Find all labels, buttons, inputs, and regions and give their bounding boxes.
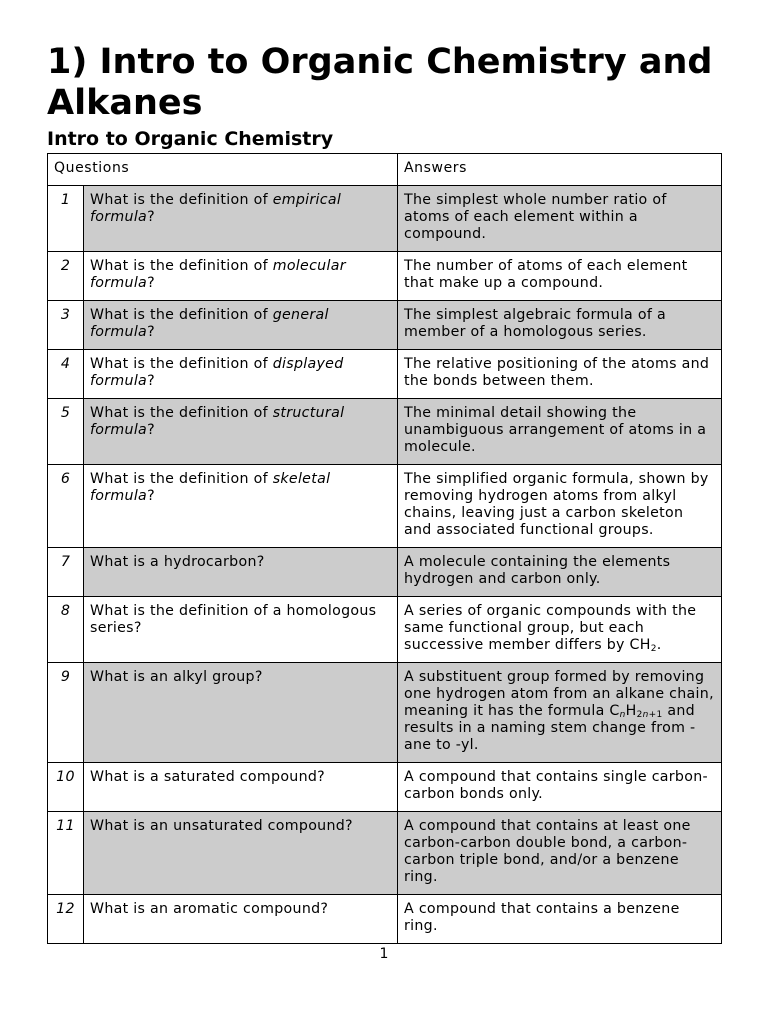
question-text: What is the definition of a homologous series? [90, 603, 377, 636]
table-row [48, 597, 722, 663]
answer-subscript: 2n+1 [636, 710, 663, 720]
answer-text: . [656, 637, 662, 653]
row-number: 12 [48, 895, 84, 944]
question-text: What is an unsaturated compound? [90, 818, 353, 834]
answer-text: A series of organic compounds with the same functional group, but each successive member differs by CH [404, 603, 697, 653]
row-number: 7 [48, 548, 84, 597]
question-suffix: ? [147, 422, 155, 438]
answer-text: A compound that contains a benzene ring. [404, 901, 680, 934]
question-suffix: ? [147, 488, 155, 504]
answer-cell [398, 812, 722, 895]
question-suffix: ? [147, 275, 155, 291]
table-row [48, 465, 722, 548]
table-row [48, 763, 722, 812]
answer-text: The number of atoms of each element that make up a compound. [404, 258, 688, 291]
question-cell [84, 399, 398, 465]
question-suffix: ? [147, 209, 155, 225]
answer-cell [398, 895, 722, 944]
table-row [48, 350, 722, 399]
question-text: What is a hydrocarbon? [90, 554, 265, 570]
questions-header: Questions [48, 154, 398, 186]
answer-subscript: 2 [650, 644, 657, 654]
question-suffix: ? [147, 373, 155, 389]
qa-table-body [48, 186, 722, 944]
row-number: 3 [48, 301, 84, 350]
question-text: What is a saturated compound? [90, 769, 326, 785]
row-number: 1 [48, 186, 84, 252]
qa-table [47, 153, 722, 944]
table-row [48, 548, 722, 597]
table-row [48, 663, 722, 763]
answer-text: The simplest algebraic formula of a member of a homologous series. [404, 307, 666, 340]
section-title: Intro to Organic Chemistry [47, 128, 334, 150]
answers-header: Answers [398, 154, 722, 186]
question-text: What is the definition of [90, 258, 273, 274]
answer-cell [398, 399, 722, 465]
table-row [48, 186, 722, 252]
question-text: What is the definition of [90, 405, 273, 421]
question-cell [84, 465, 398, 548]
page-number: 1 [379, 946, 389, 962]
table-row [48, 399, 722, 465]
answer-cell [398, 548, 722, 597]
table-row [48, 812, 722, 895]
row-number: 9 [48, 663, 84, 763]
row-number: 4 [48, 350, 84, 399]
answer-text: A molecule containing the elements hydrogen and carbon only. [404, 554, 671, 587]
answer-text: and results in a naming stem change from -ane to -yl. [404, 703, 696, 753]
answer-text: A substituent group formed by removing one hydrogen atom from an alkane chain, meaning it has the formula C [404, 669, 714, 719]
answer-cell [398, 186, 722, 252]
question-cell [84, 301, 398, 350]
question-term: structural formula [90, 405, 345, 438]
row-number: 2 [48, 252, 84, 301]
question-cell [84, 186, 398, 252]
question-text: What is the definition of [90, 471, 273, 487]
table-row [48, 301, 722, 350]
row-number: 8 [48, 597, 84, 663]
answer-text: A compound that contains at least one carbon-carbon double bond, a carbon-carbon triple bond, and/or a benzene ring. [404, 818, 691, 885]
question-cell [84, 548, 398, 597]
question-text: What is an aromatic compound? [90, 901, 329, 917]
question-term: empirical formula [90, 192, 342, 225]
answer-text: The simplest whole number ratio of atoms of each element within a compound. [404, 192, 667, 242]
row-number: 6 [48, 465, 84, 548]
question-cell [84, 895, 398, 944]
row-number: 11 [48, 812, 84, 895]
question-cell [84, 350, 398, 399]
question-text: What is an alkyl group? [90, 669, 263, 685]
answer-text: H [625, 703, 637, 719]
question-cell [84, 763, 398, 812]
table-header-row [48, 154, 722, 186]
answer-text: The relative positioning of the atoms and the bonds between them. [404, 356, 710, 389]
answer-cell [398, 763, 722, 812]
question-term: molecular formula [90, 258, 346, 291]
question-term: skeletal formula [90, 471, 331, 504]
page-title: 1) Intro to Organic Chemistry and Alkanes [47, 42, 713, 123]
answer-cell [398, 597, 722, 663]
document-page [47, 42, 721, 944]
question-text: What is the definition of [90, 192, 273, 208]
table-row [48, 252, 722, 301]
row-number: 5 [48, 399, 84, 465]
question-suffix: ? [147, 324, 155, 340]
question-cell [84, 812, 398, 895]
answer-cell [398, 350, 722, 399]
question-cell [84, 663, 398, 763]
answer-cell [398, 252, 722, 301]
question-term: displayed formula [90, 356, 344, 389]
question-text: What is the definition of [90, 356, 273, 372]
question-term: general formula [90, 307, 329, 340]
answer-cell [398, 663, 722, 763]
question-cell [84, 597, 398, 663]
answer-subscript: n [619, 710, 626, 720]
answer-text: The simplified organic formula, shown by removing hydrogen atoms from alkyl chains, leaving just a carbon skeleton and associated functional groups. [404, 471, 709, 538]
answer-text: The minimal detail showing the unambiguous arrangement of atoms in a molecule. [404, 405, 707, 455]
answer-cell [398, 465, 722, 548]
answer-text: A compound that contains single carbon-carbon bonds only. [404, 769, 708, 802]
question-text: What is the definition of [90, 307, 273, 323]
answer-cell [398, 301, 722, 350]
question-cell [84, 252, 398, 301]
row-number: 10 [48, 763, 84, 812]
table-row [48, 895, 722, 944]
